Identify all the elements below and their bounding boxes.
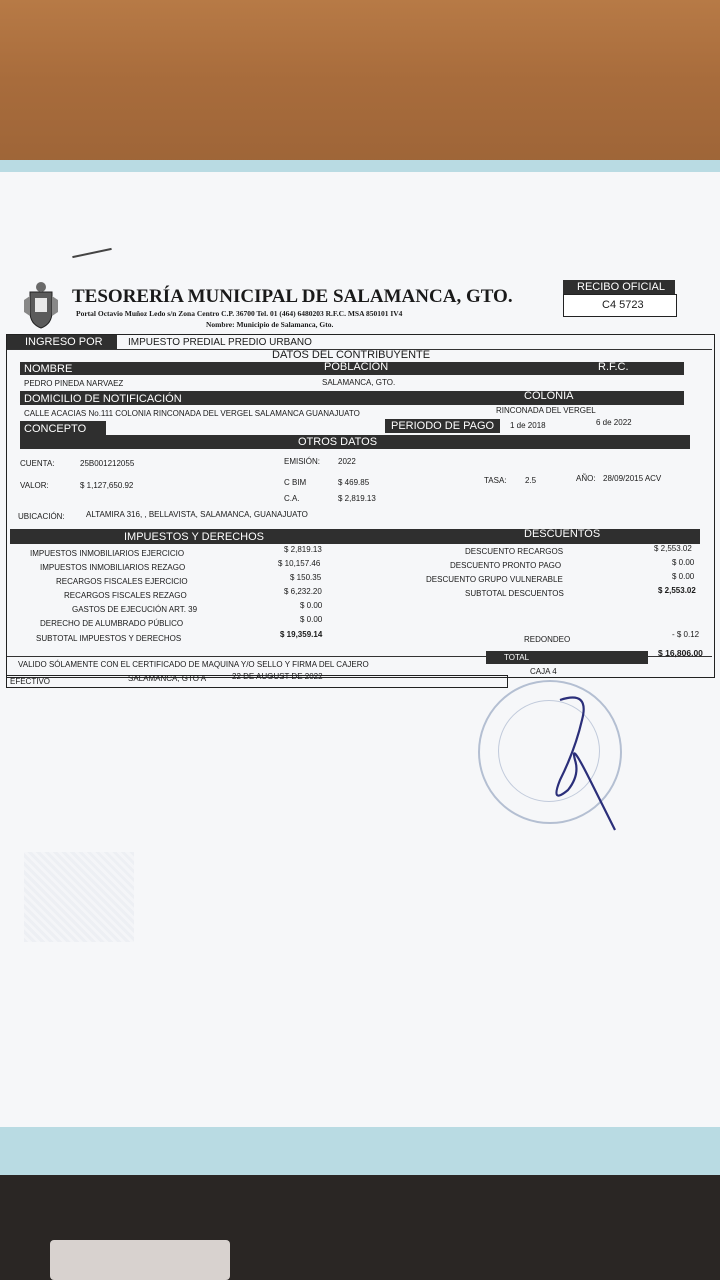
pen-mark — [72, 248, 112, 258]
tasa-value: 2.5 — [525, 476, 537, 485]
lugar-label: SALAMANCA, GTO A — [128, 674, 207, 683]
valor-label: VALOR: — [20, 481, 49, 490]
recibo-number-box — [563, 294, 677, 317]
cuenta-label: CUENTA: — [20, 459, 55, 468]
impuesto-row-label: DERECHO DE ALUMBRADO PÚBLICO — [40, 619, 184, 628]
name-line: Nombre: Municipio de Salamanca, Gto. — [206, 320, 334, 329]
address-line: Portal Octavio Muñoz Ledo s/n Zona Centro C.P. 36700 Tel. 01 (464) 6480203 R.F.C. MSA 850101 IV4 — [76, 309, 403, 318]
emision-value: 2022 — [338, 457, 356, 466]
domicilio-label: DOMICILIO DE NOTIFICACIÓN — [24, 393, 182, 405]
signature-icon — [520, 680, 620, 835]
descuento-row-label: DESCUENTO RECARGOS — [465, 547, 564, 556]
descuento-row-value: $ 0.00 — [672, 572, 695, 581]
descuento-row-label: DESCUENTO PRONTO PAGO — [450, 561, 562, 570]
impuesto-row-label: GASTOS DE EJECUCIÓN ART. 39 — [72, 605, 198, 614]
receipt-document — [0, 172, 720, 1127]
cbim-value: $ 469.85 — [338, 478, 370, 487]
impuesto-row-value: $ 0.00 — [300, 601, 323, 610]
domicilio-value: CALLE ACACIAS No.111 COLONIA RINCONADA DEL VERGEL SALAMANCA GUANAJUATO — [24, 409, 360, 418]
emision-label: EMISIÓN: — [284, 457, 321, 466]
nombre-label: NOMBRE — [24, 363, 73, 375]
ca-value: $ 2,819.13 — [338, 494, 376, 503]
total-label: TOTAL — [504, 653, 530, 662]
efectivo-label: EFECTIVO — [10, 677, 51, 686]
nombre-value: PEDRO PINEDA NARVAEZ — [24, 379, 124, 388]
impuesto-row-label: IMPUESTOS INMOBILIARIOS EJERCICIO — [30, 549, 185, 558]
impuesto-row-value: $ 19,359.14 — [280, 630, 323, 639]
poblacion-value: SALAMANCA, GTO. — [322, 378, 396, 387]
page-title: TESORERÍA MUNICIPAL DE SALAMANCA, GTO. — [72, 286, 513, 307]
impuesto-row-value: $ 10,157.46 — [278, 559, 321, 568]
poblacion-label: POBLACIÓN — [324, 361, 389, 373]
concepto-bar — [20, 421, 106, 435]
cbim-label: C BIM — [284, 478, 307, 487]
otros-datos-bar — [20, 435, 690, 449]
descuento-row-label: SUBTOTAL DESCUENTOS — [465, 589, 564, 598]
impuesto-row-value: $ 2,819.13 — [284, 545, 322, 554]
fecha-label: 22 DE AUGUST DE 2022 — [232, 672, 323, 681]
descuento-row-label: DESCUENTO GRUPO VULNERABLE — [426, 575, 563, 584]
faded-pattern — [24, 852, 134, 942]
impuestos-bar — [10, 529, 700, 544]
total-value: $ 16,806.00 — [658, 648, 703, 658]
descuento-row-value: $ 0.00 — [672, 558, 695, 567]
ingreso-label: INGRESO POR — [25, 336, 103, 348]
periodo-label: PERIODO DE PAGO — [391, 420, 495, 432]
colonia-label: COLONIA — [524, 390, 574, 402]
impuestos-title: IMPUESTOS Y DERECHOS — [124, 531, 264, 543]
impuesto-row-value: $ 0.00 — [300, 615, 323, 624]
tasa-label: TASA: — [484, 476, 507, 485]
periodo-bar — [385, 419, 500, 433]
redondeo-value: - $ 0.12 — [672, 630, 700, 639]
ubicacion-value: ALTAMIRA 316, , BELLAVISTA, SALAMANCA, GUANAJUATO — [86, 510, 308, 519]
anio-label: AÑO: — [576, 474, 596, 483]
municipal-seal-icon — [22, 280, 60, 330]
recibo-label-bar — [563, 280, 675, 294]
otros-datos-title: OTROS DATOS — [298, 436, 378, 448]
total-bar — [486, 651, 648, 664]
descuento-row-value: $ 2,553.02 — [654, 544, 692, 553]
impuesto-row-value: $ 150.35 — [290, 573, 322, 582]
valido-text: VALIDO SÓLAMENTE CON EL CERTIFICADO DE MAQUINA Y/O SELLO Y FIRMA DEL CAJERO — [18, 660, 369, 669]
ubicacion-label: UBICACIÓN: — [18, 512, 65, 521]
impuesto-row-label: SUBTOTAL IMPUESTOS Y DERECHOS — [36, 634, 182, 643]
recibo-number: C4 5723 — [602, 299, 644, 311]
ingreso-bar — [7, 335, 117, 349]
impuesto-row-value: $ 6,232.20 — [284, 587, 322, 596]
descuentos-title: DESCUENTOS — [524, 528, 601, 540]
rfc-label: R.F.C. — [598, 361, 629, 373]
recibo-label: RECIBO OFICIAL — [577, 281, 666, 293]
colonia-value: RINCONADA DEL VERGEL — [496, 406, 596, 415]
impuesto-row-label: RECARGOS FISCALES EJERCICIO — [56, 577, 188, 586]
anio-value: 28/09/2015 ACV — [603, 474, 662, 483]
redondeo-label: REDONDEO — [524, 635, 571, 644]
periodo-desde: 1 de 2018 — [510, 421, 546, 430]
caja-label: CAJA 4 — [530, 667, 557, 676]
ingreso-value: IMPUESTO PREDIAL PREDIO URBANO — [128, 337, 312, 348]
card-edge — [50, 1240, 230, 1280]
contribuyente-section-title: DATOS DEL CONTRIBUYENTE — [272, 349, 431, 361]
ca-label: C.A. — [284, 494, 300, 503]
impuesto-row-label: IMPUESTOS INMOBILIARIOS REZAGO — [40, 563, 186, 572]
concepto-label: CONCEPTO — [24, 423, 87, 435]
nombre-header-bar — [20, 362, 684, 375]
cuenta-value: 25B001212055 — [80, 459, 135, 468]
descuento-row-value: $ 2,553.02 — [658, 586, 696, 595]
periodo-hasta: 6 de 2022 — [596, 418, 632, 427]
valor-value: $ 1,127,650.92 — [80, 481, 134, 490]
impuesto-row-label: RECARGOS FISCALES REZAGO — [64, 591, 187, 600]
domicilio-header-bar — [20, 391, 684, 405]
